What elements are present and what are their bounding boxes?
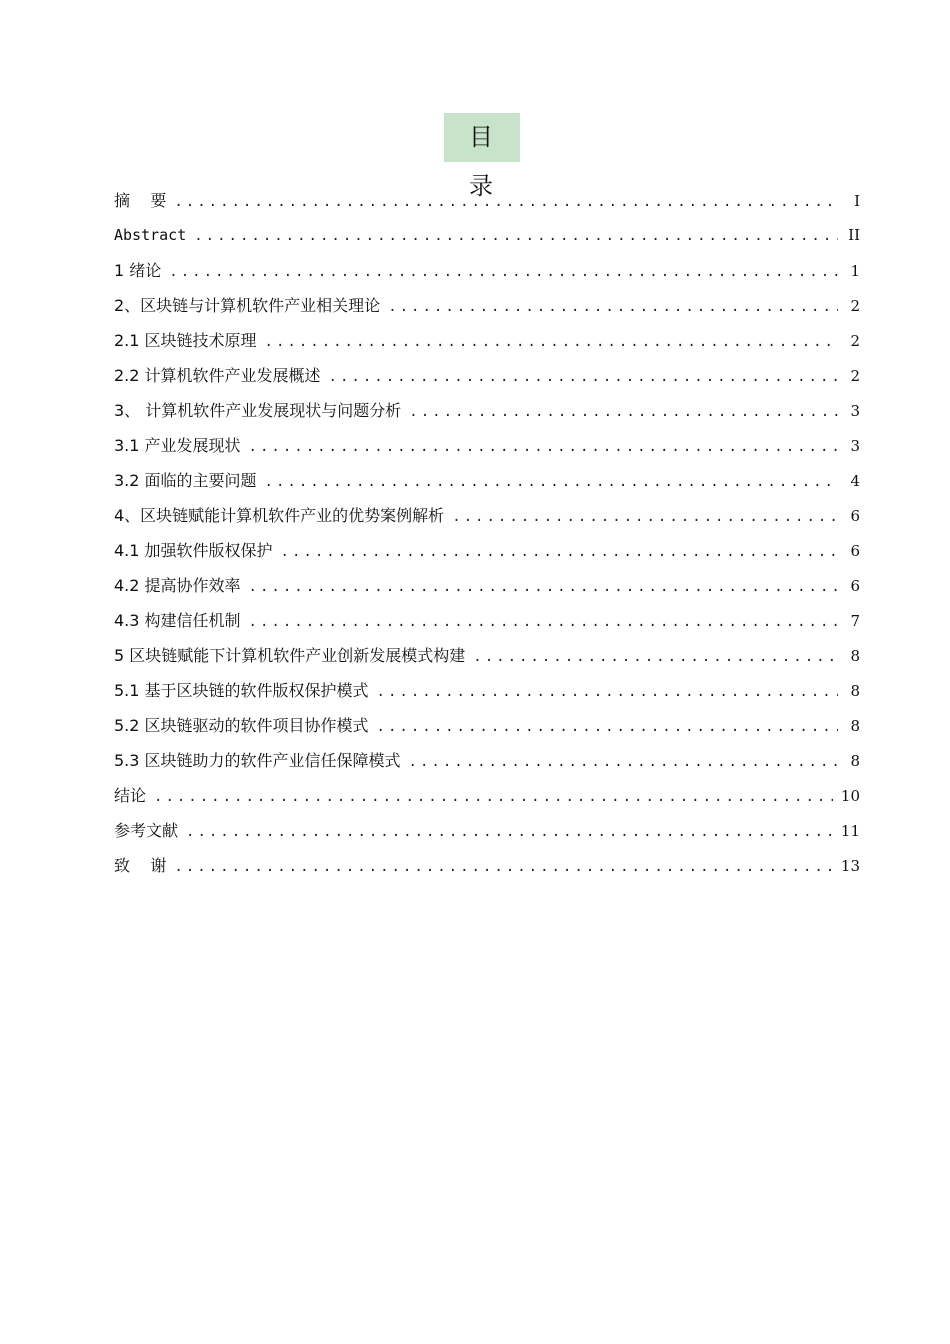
toc-leader-dots	[281, 535, 838, 570]
toc-entry-page: II	[848, 226, 860, 244]
toc-entry-label: 2、区块链与计算机软件产业相关理论	[114, 296, 381, 315]
toc-leader-dots	[169, 255, 838, 290]
toc-leader-dots	[249, 570, 838, 605]
toc-entry-page: 6	[850, 507, 860, 525]
toc-entry[interactable]	[114, 638, 860, 673]
toc-entry-page: 13	[840, 857, 860, 875]
toc-entry-page: 8	[850, 682, 860, 700]
toc-leader-dots	[154, 780, 833, 815]
toc-leader-dots	[452, 500, 838, 535]
toc-leader-dots	[377, 675, 838, 710]
toc-entry-page: 2	[850, 297, 860, 315]
toc-entry[interactable]	[114, 533, 860, 568]
toc-entry[interactable]	[114, 708, 860, 743]
toc-entry[interactable]	[114, 743, 860, 778]
toc-entry-label: Abstract	[114, 226, 187, 244]
toc-leader-dots	[265, 465, 838, 500]
toc-entry-page: 3	[850, 437, 860, 455]
toc-leader-dots	[249, 430, 838, 465]
toc-entry-page: 1	[850, 262, 860, 280]
toc-entry-label: 4、区块链赋能计算机软件产业的优势案例解析	[114, 506, 445, 525]
toc-entry-label: 4.1 加强软件版权保护	[114, 541, 273, 560]
toc-title: 目 录	[444, 113, 520, 162]
toc-entry[interactable]	[114, 428, 860, 463]
toc-entry-label: 2.2 计算机软件产业发展概述	[114, 366, 321, 385]
toc-leader-dots	[265, 325, 838, 360]
toc-entry[interactable]	[114, 778, 860, 813]
toc-entry[interactable]	[114, 253, 860, 288]
toc-entry-label: 5.1 基于区块链的软件版权保护模式	[114, 681, 369, 700]
toc-entry[interactable]	[114, 218, 860, 253]
toc-entry-label: 2.1 区块链技术原理	[114, 331, 257, 350]
toc-entry[interactable]	[114, 358, 860, 393]
toc-entry[interactable]	[114, 673, 860, 708]
toc-entry[interactable]	[114, 288, 860, 323]
toc-entry-page: I	[854, 192, 860, 210]
toc-entry-label: 摘 要	[114, 191, 167, 210]
toc-entry-page: 7	[850, 612, 860, 630]
toc-leader-dots	[473, 640, 838, 675]
toc-leader-dots	[174, 185, 838, 220]
toc-entry-label: 致 谢	[114, 856, 167, 875]
toc-entry-page: 8	[850, 647, 860, 665]
toc-entry-page: 3	[850, 402, 860, 420]
toc-entry-page: 11	[840, 822, 860, 840]
toc-entry-page: 8	[850, 752, 860, 770]
toc-entry[interactable]	[114, 848, 860, 883]
toc-entry-label: 5.2 区块链驱动的软件项目协作模式	[114, 716, 369, 735]
toc-entry-label: 结论	[114, 786, 147, 805]
toc-entry-page: 4	[850, 472, 860, 490]
toc-entry[interactable]	[114, 498, 860, 533]
toc-entry[interactable]	[114, 813, 860, 848]
toc-entry-label: 4.3 构建信任机制	[114, 611, 241, 630]
toc-leader-dots	[388, 290, 838, 325]
toc-entry-page: 8	[850, 717, 860, 735]
toc-entry-label: 3.2 面临的主要问题	[114, 471, 257, 490]
toc-entry-page: 10	[840, 787, 860, 805]
toc-entry[interactable]	[114, 463, 860, 498]
toc-entry[interactable]	[114, 183, 860, 218]
toc-entry-page: 2	[850, 332, 860, 350]
toc-entry-label: 3.1 产业发展现状	[114, 436, 241, 455]
toc-entry-label: 5.3 区块链助力的软件产业信任保障模式	[114, 751, 401, 770]
toc-leader-dots	[194, 219, 838, 254]
toc-entry-label: 5 区块链赋能下计算机软件产业创新发展模式构建	[114, 646, 466, 665]
toc-leader-dots	[409, 745, 838, 780]
toc-entry-label: 1 绪论	[114, 261, 162, 280]
toc-leader-dots	[409, 395, 838, 430]
toc-entry-label: 3、 计算机软件产业发展现状与问题分析	[114, 401, 402, 420]
toc-entry-page: 2	[850, 367, 860, 385]
toc-leader-dots	[377, 710, 838, 745]
toc-entry-page: 6	[850, 542, 860, 560]
table-of-contents	[114, 183, 860, 883]
toc-entry[interactable]	[114, 568, 860, 603]
toc-entry-page: 6	[850, 577, 860, 595]
toc-leader-dots	[186, 815, 833, 850]
toc-entry[interactable]	[114, 393, 860, 428]
toc-entry-label: 参考文献	[114, 821, 179, 840]
toc-leader-dots	[174, 850, 833, 885]
toc-entry-label: 4.2 提高协作效率	[114, 576, 241, 595]
toc-leader-dots	[329, 360, 838, 395]
toc-entry[interactable]	[114, 603, 860, 638]
toc-leader-dots	[249, 605, 838, 640]
toc-entry[interactable]	[114, 323, 860, 358]
